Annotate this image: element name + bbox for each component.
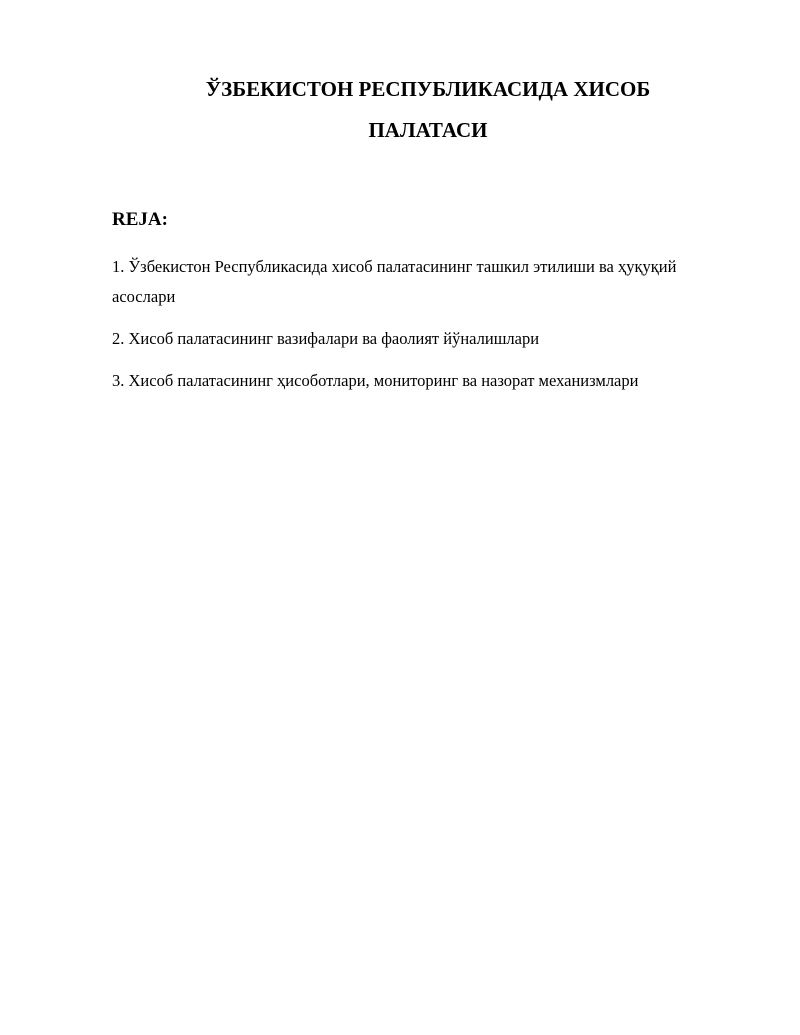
plan-item-3: 3. Хисоб палатасининг ҳисоботлари, мониторинг ва назорат механизмлари	[112, 371, 639, 390]
document-title-line-2: ПАЛАТАСИ	[368, 118, 488, 142]
plan-item-1-continuation: асослари	[112, 287, 176, 306]
plan-heading: REJA:	[112, 209, 168, 230]
document-title-line-1: ЎЗБЕКИСТОН РЕСПУБЛИКАСИДА ХИСОБ	[205, 77, 651, 101]
plan-item-1: 1. Ўзбекистон Республикасида хисоб палатасининг ташкил этилиши ва ҳуқуқий	[112, 257, 677, 276]
plan-item-2: 2. Хисоб палатасининг вазифалари ва фаолият йўналишлари	[112, 329, 540, 348]
